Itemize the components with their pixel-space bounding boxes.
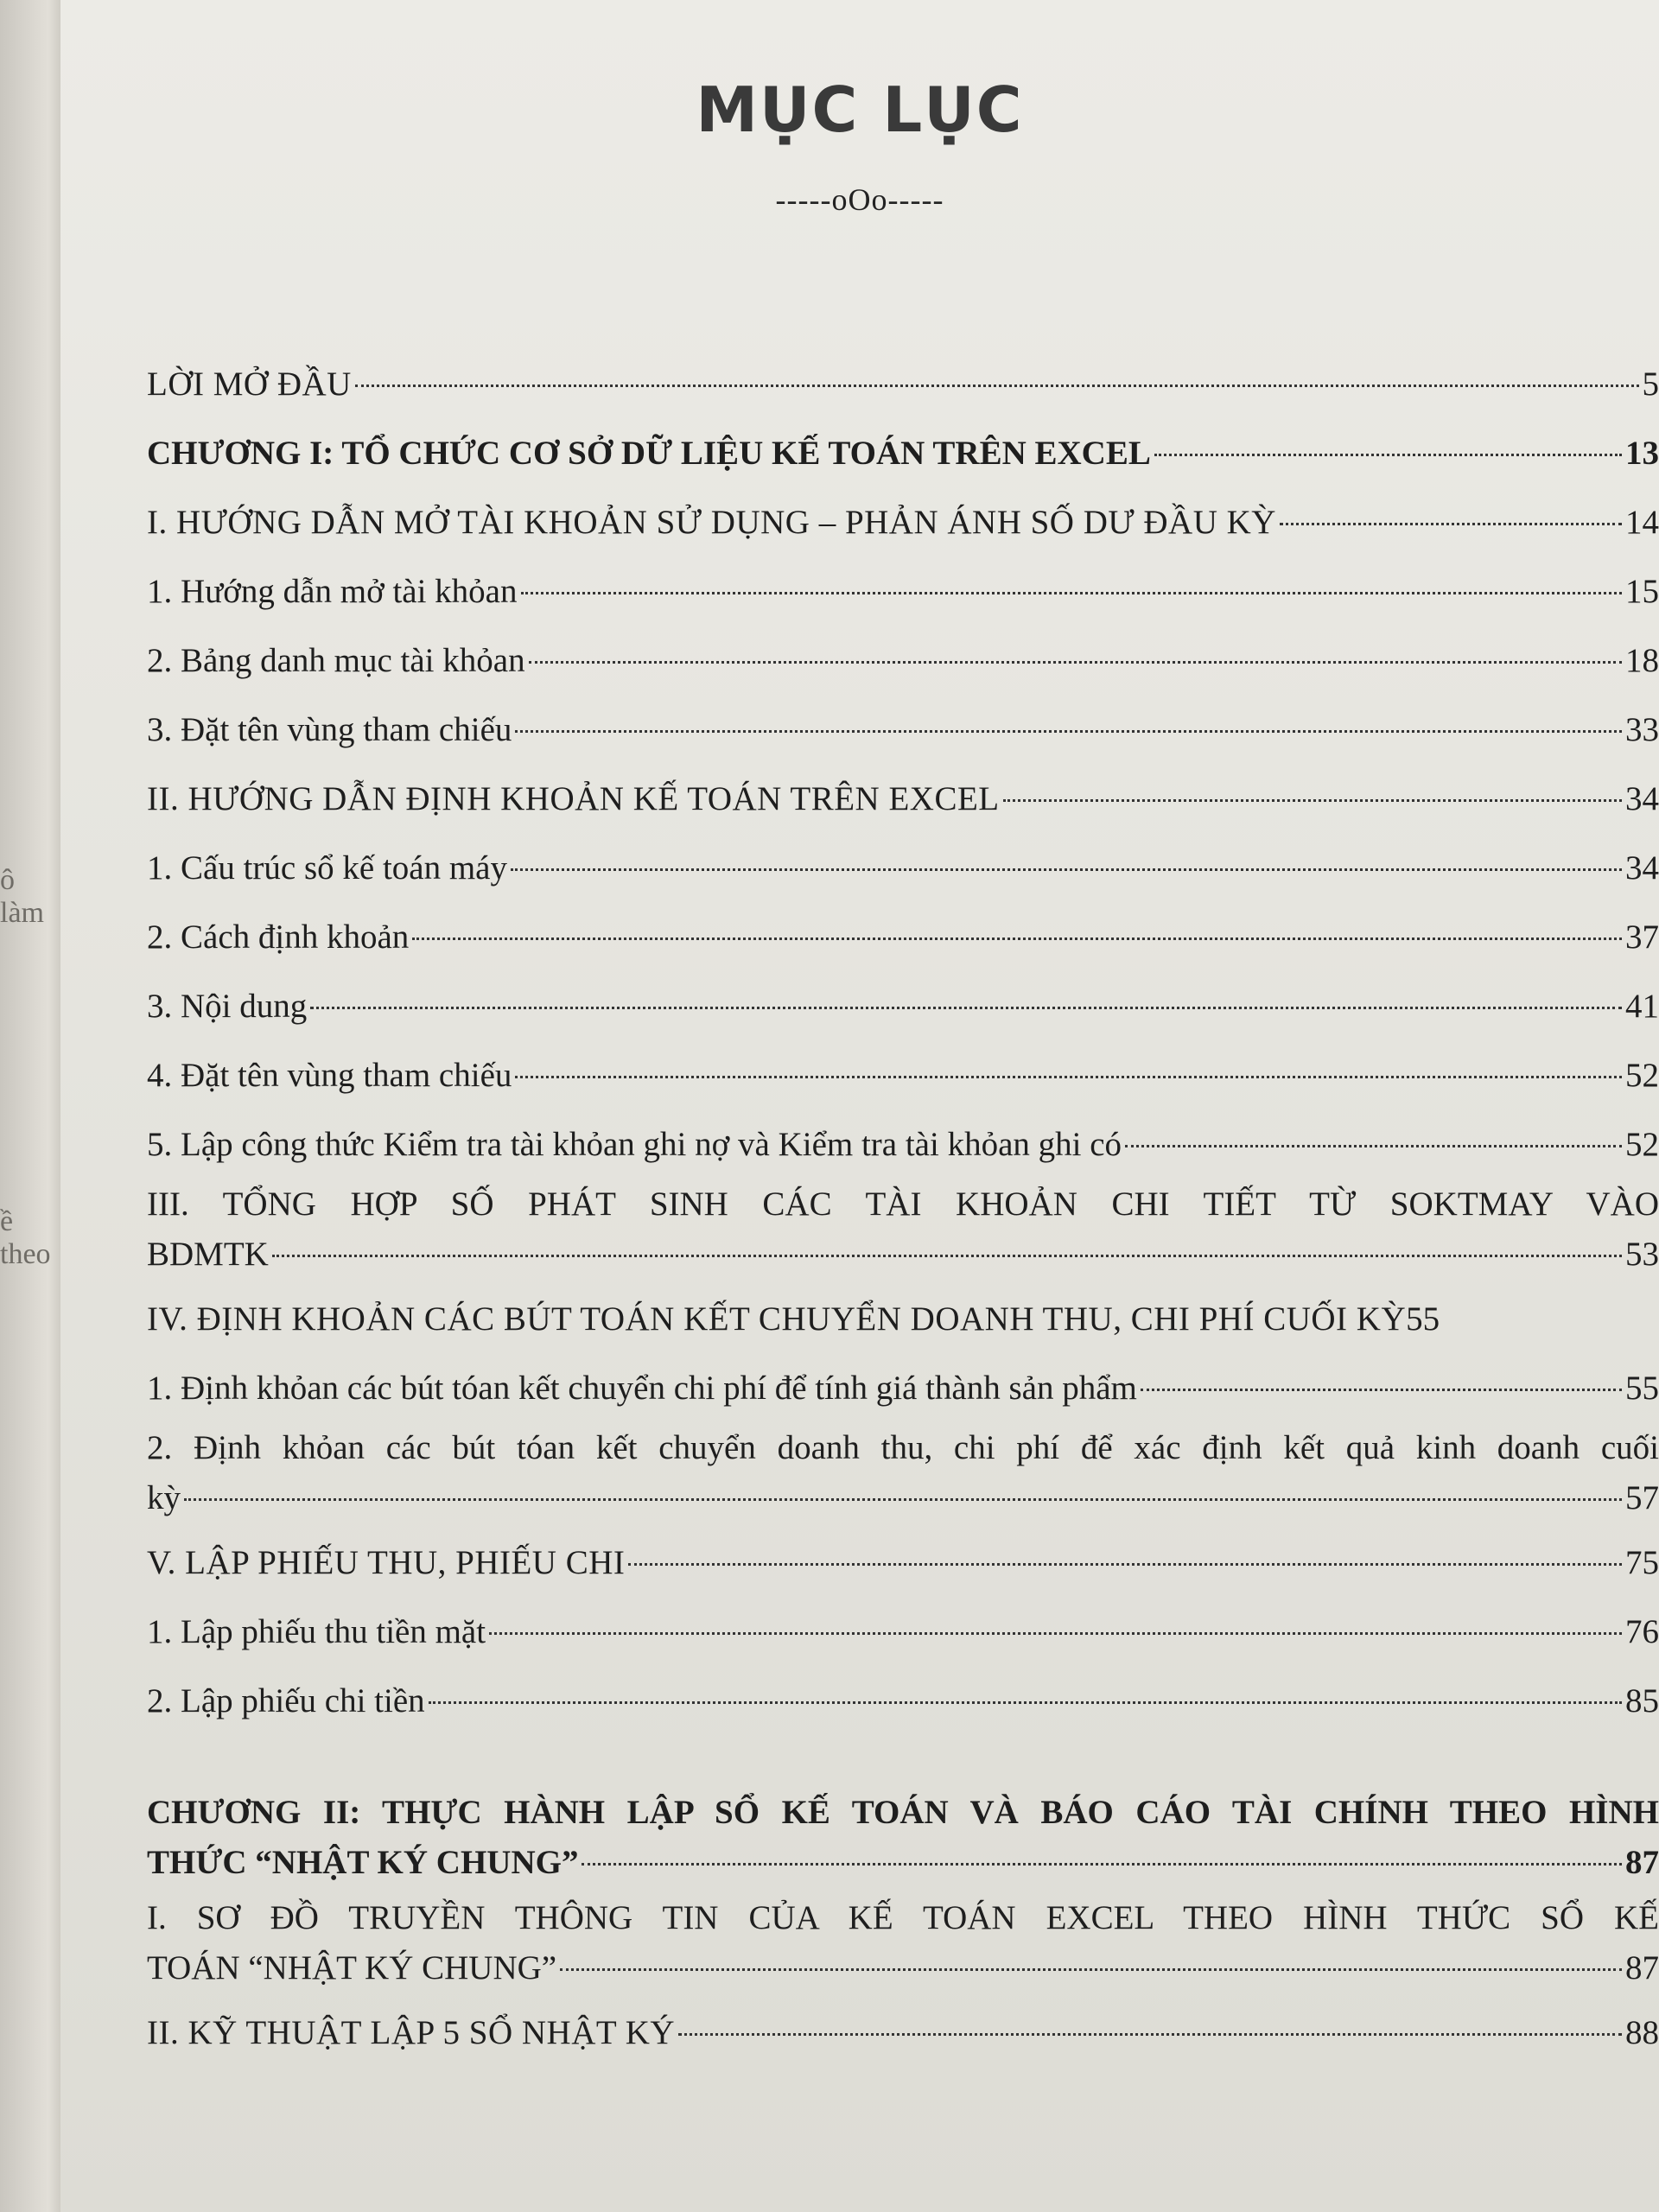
toc-entry — [147, 557, 1659, 626]
page-title: MỤC LỤC — [696, 73, 1024, 146]
dot-leader — [1125, 1145, 1622, 1147]
toc-entry — [147, 834, 1659, 903]
dot-leader — [489, 1632, 1622, 1635]
toc-entry — [147, 419, 1659, 488]
toc-entry-page: 13 — [1625, 435, 1659, 472]
toc-entry — [147, 696, 1659, 765]
toc-entry — [147, 1529, 1659, 1598]
toc-entry-label: 2. Lập phiếu chi tiền — [147, 1682, 425, 1719]
toc-entry — [147, 903, 1659, 972]
toc-entry-page: 55 — [1406, 1300, 1440, 1338]
toc-entry — [147, 1893, 1659, 1999]
dot-leader — [1003, 799, 1622, 802]
dot-leader — [515, 1076, 1622, 1078]
toc-entry — [147, 972, 1659, 1041]
toc-entry-page: 52 — [1625, 1126, 1659, 1163]
toc-entry-label: 3. Đặt tên vùng tham chiếu — [147, 711, 512, 748]
toc-entry-page: 55 — [1625, 1370, 1659, 1407]
toc-entry-page: 15 — [1625, 573, 1659, 610]
dot-leader — [1154, 454, 1622, 456]
toc-entry-label: 3. Nội dung — [147, 988, 308, 1025]
dot-leader — [560, 1968, 1622, 1971]
toc-entry-label: 1. Cấu trúc sổ kế toán máy — [147, 849, 507, 887]
title-separator: -----oOo----- — [775, 182, 944, 217]
dot-leader — [582, 1863, 1622, 1866]
document-page — [60, 0, 1659, 2212]
toc-entry — [147, 1788, 1659, 1893]
toc-entry-page: 37 — [1625, 918, 1659, 956]
toc-entry-label: CHƯƠNG I: TỔ CHỨC CƠ SỞ DỮ LIỆU KẾ TOÁN TRÊN EXCEL — [147, 435, 1151, 472]
toc-entry-label-line1: 2. Định khỏan các bút tóan kết chuyển doanh thu, chi phí để xác định kết quả kinh doanh cuối — [147, 1429, 1659, 1466]
toc-entry-label-line2: BDMTK — [147, 1236, 269, 1273]
dot-leader — [1141, 1389, 1622, 1391]
toc-entry-page: 88 — [1625, 2014, 1659, 2051]
toc-entry-page: 5 — [1642, 365, 1659, 403]
dot-leader — [1280, 523, 1622, 525]
toc-entry-page: 53 — [1625, 1236, 1659, 1273]
toc-entry-label-line2: kỳ — [147, 1479, 181, 1516]
toc-entry-label: 2. Bảng danh mục tài khỏan — [147, 642, 525, 679]
dot-leader — [310, 1007, 1622, 1009]
edge-text-1: ô làm — [0, 864, 44, 929]
dot-leader — [678, 2033, 1622, 2036]
toc-entry — [147, 1423, 1659, 1529]
toc-entry-page: 85 — [1625, 1682, 1659, 1719]
toc-entry-page: 52 — [1625, 1057, 1659, 1094]
toc-entry-page: 87 — [1625, 1949, 1659, 1986]
toc-entry-page: 18 — [1625, 642, 1659, 679]
dot-leader — [628, 1563, 1622, 1566]
toc-entry — [147, 1354, 1659, 1423]
toc-entry — [147, 488, 1659, 557]
toc-entry-label: 1. Lập phiếu thu tiền mặt — [147, 1613, 486, 1650]
toc-entry-label: V. LẬP PHIẾU THU, PHIẾU CHI — [147, 1544, 626, 1581]
toc-entry-label: 4. Đặt tên vùng tham chiếu — [147, 1057, 512, 1094]
dot-leader — [355, 385, 1639, 387]
toc-entry-label: 1. Định khỏan các bút tóan kết chuyển chi phí để tính giá thành sản phẩm — [147, 1370, 1137, 1407]
toc-entry — [147, 350, 1659, 419]
toc-entry — [147, 1041, 1659, 1110]
toc-entry — [147, 765, 1659, 834]
dot-leader — [429, 1701, 1622, 1704]
toc-entry — [147, 1598, 1659, 1667]
toc-entry-label-line2: TOÁN “NHẬT KÝ CHUNG” — [147, 1949, 557, 1986]
toc-entry-page: 76 — [1625, 1613, 1659, 1650]
toc-entry-label: 1. Hướng dẫn mở tài khỏan — [147, 573, 518, 610]
toc-entry-page: 14 — [1625, 504, 1659, 541]
toc-entry-label-line1: III. TỔNG HỢP SỐ PHÁT SINH CÁC TÀI KHOẢN CHI TIẾT TỪ SOKTMAY VÀO — [147, 1185, 1659, 1223]
toc-entry — [147, 1179, 1659, 1285]
toc-entry-page: 75 — [1625, 1544, 1659, 1581]
toc-entry — [147, 626, 1659, 696]
toc-entry-label: I. HƯỚNG DẪN MỞ TÀI KHOẢN SỬ DỤNG – PHẢN ÁNH SỐ DƯ ĐẦU KỲ — [147, 504, 1276, 541]
toc-entry-page: 34 — [1625, 849, 1659, 887]
toc-entry-label-line1: I. SƠ ĐỒ TRUYỀN THÔNG TIN CỦA KẾ TOÁN EXCEL THEO HÌNH THỨC SỔ KẾ — [147, 1899, 1659, 1936]
toc-entry — [147, 1110, 1659, 1179]
toc-entry-label-line1: CHƯƠNG II: THỰC HÀNH LẬP SỔ KẾ TOÁN VÀ BÁO CÁO TÀI CHÍNH THEO HÌNH — [147, 1794, 1659, 1831]
toc-entry-label: 5. Lập công thức Kiểm tra tài khỏan ghi nợ và Kiểm tra tài khỏan ghi có — [147, 1126, 1122, 1163]
toc-entry-page: 33 — [1625, 711, 1659, 748]
toc-entry-label-line2: THỨC “NHẬT KÝ CHUNG” — [147, 1844, 579, 1881]
toc-entry-label: LỜI MỞ ĐẦU — [147, 365, 352, 403]
toc-entry — [147, 1999, 1659, 2068]
left-page-edge — [0, 0, 60, 2212]
dot-leader — [272, 1255, 1622, 1257]
toc-entry-label: II. HƯỚNG DẪN ĐỊNH KHOẢN KẾ TOÁN TRÊN EXCEL — [147, 780, 1000, 817]
edge-text-2: ề theo — [0, 1205, 51, 1270]
toc-entry-page: 41 — [1625, 988, 1659, 1025]
toc-entry-page: 57 — [1625, 1479, 1659, 1516]
toc-entry-label: IV. ĐỊNH KHOẢN CÁC BÚT TOÁN KẾT CHUYỂN DOANH THU, CHI PHÍ CUỐI KỲ — [147, 1300, 1407, 1338]
toc-entry-page: 87 — [1625, 1844, 1659, 1881]
toc-entry — [147, 1667, 1659, 1736]
dot-leader — [412, 938, 1622, 940]
dot-leader — [529, 661, 1622, 664]
dot-leader — [515, 730, 1622, 733]
toc-entry-label: II. KỸ THUẬT LẬP 5 SỔ NHẬT KÝ — [147, 2014, 676, 2051]
toc-entry-label: 2. Cách định khoản — [147, 918, 410, 956]
dot-leader — [184, 1498, 1622, 1501]
dot-leader — [511, 868, 1622, 871]
dot-leader — [521, 592, 1623, 594]
toc-entry — [147, 1285, 1659, 1354]
toc-entry-page: 34 — [1625, 780, 1659, 817]
table-of-contents — [147, 350, 1659, 2068]
